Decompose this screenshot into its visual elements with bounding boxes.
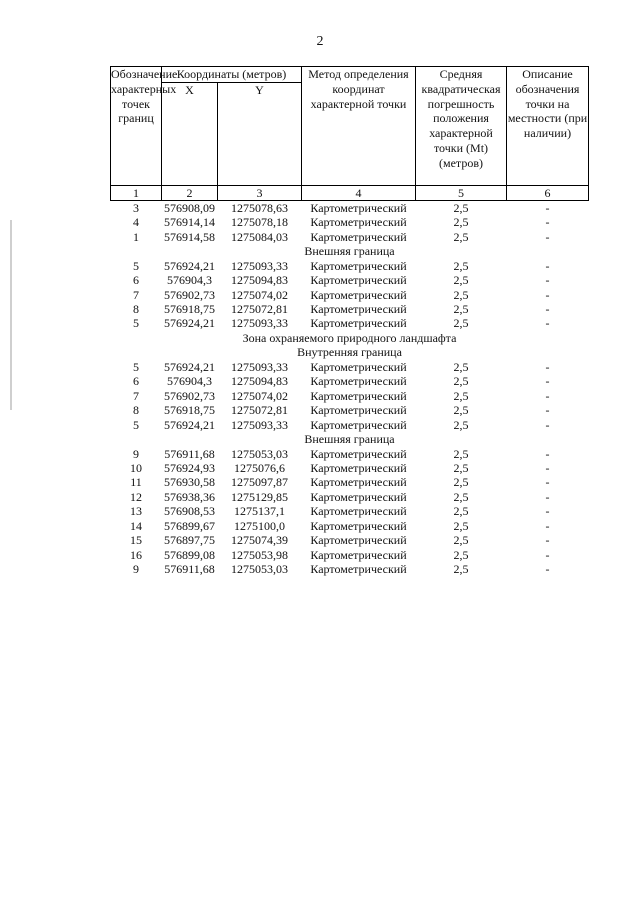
point-cell: 10 xyxy=(130,460,142,475)
description-cell: - xyxy=(545,489,550,504)
y-coordinate-cell: 1275074,39 xyxy=(231,533,288,548)
description-cell: - xyxy=(545,287,550,302)
column-number: 6 xyxy=(507,185,589,200)
description-cell: - xyxy=(545,504,550,519)
x-coordinate-cell: 576918,75 xyxy=(164,403,215,418)
description-cell: - xyxy=(545,301,550,316)
error-cell: 2,5 xyxy=(453,562,469,577)
method-cell: Картометрический xyxy=(310,403,407,418)
column-number: 5 xyxy=(416,185,507,200)
y-coordinate-cell: 1275093,33 xyxy=(231,359,288,374)
page-number: 2 xyxy=(316,34,324,49)
description-cell: - xyxy=(545,273,550,288)
error-cell: 2,5 xyxy=(453,374,469,389)
column-number: 3 xyxy=(218,185,302,200)
description-cell: - xyxy=(545,229,550,244)
x-coordinate-cell: 576911,68 xyxy=(164,562,215,577)
y-coordinate-cell: 1275137,1 xyxy=(234,504,285,519)
table-row xyxy=(111,418,589,432)
error-cell: 2,5 xyxy=(453,273,469,288)
table-row xyxy=(111,230,589,244)
y-coordinate-cell: 1275078,63 xyxy=(231,200,288,215)
method-cell: Картометрический xyxy=(310,547,407,562)
method-cell: Картометрический xyxy=(310,562,407,577)
point-cell: 9 xyxy=(133,446,139,461)
header-description: Описание обозначения точки на местности (при наличии) xyxy=(507,67,589,186)
error-cell: 2,5 xyxy=(453,229,469,244)
method-cell: Картометрический xyxy=(310,258,407,273)
x-coordinate-cell: 576897,75 xyxy=(164,533,215,548)
point-cell: 12 xyxy=(130,489,142,504)
x-coordinate-cell: 576899,08 xyxy=(164,547,215,562)
point-cell: 5 xyxy=(133,258,139,273)
method-cell: Картометрический xyxy=(310,359,407,374)
header-y: Y xyxy=(218,82,302,185)
point-cell: 6 xyxy=(133,273,139,288)
section-label: Внутренняя граница xyxy=(297,345,402,360)
point-cell: 7 xyxy=(133,287,139,302)
table-row xyxy=(111,447,589,461)
header-x: X xyxy=(162,82,218,185)
point-cell: 5 xyxy=(133,417,139,432)
section-label: Зона охраняемого природного ландшафта xyxy=(242,330,457,345)
x-coordinate-cell: 576924,93 xyxy=(164,460,215,475)
error-cell: 2,5 xyxy=(453,215,469,230)
description-cell: - xyxy=(545,374,550,389)
error-cell: 2,5 xyxy=(453,489,469,504)
table-row xyxy=(111,259,589,273)
description-cell: - xyxy=(545,446,550,461)
x-coordinate-cell: 576918,75 xyxy=(164,301,215,316)
y-coordinate-cell: 1275053,98 xyxy=(231,547,288,562)
scan-edge-mark xyxy=(10,220,12,410)
point-cell: 1 xyxy=(133,229,139,244)
table-row xyxy=(111,288,589,302)
method-cell: Картометрический xyxy=(310,475,407,490)
method-cell: Картометрический xyxy=(310,316,407,331)
y-coordinate-cell: 1275053,03 xyxy=(231,562,288,577)
point-cell: 9 xyxy=(133,562,139,577)
point-cell: 3 xyxy=(133,200,139,215)
y-coordinate-cell: 1275074,02 xyxy=(231,388,288,403)
table-row xyxy=(111,374,589,388)
x-coordinate-cell: 576924,21 xyxy=(164,316,215,331)
error-cell: 2,5 xyxy=(453,504,469,519)
description-cell: - xyxy=(545,403,550,418)
x-coordinate-cell: 576904,3 xyxy=(167,374,212,389)
method-cell: Картометрический xyxy=(310,388,407,403)
table-row xyxy=(111,461,589,475)
point-cell: 7 xyxy=(133,388,139,403)
point-cell: 5 xyxy=(133,316,139,331)
y-coordinate-cell: 1275076,6 xyxy=(234,460,285,475)
column-number: 4 xyxy=(302,185,416,200)
column-number: 2 xyxy=(162,185,218,200)
error-cell: 2,5 xyxy=(453,417,469,432)
table-row xyxy=(111,490,589,504)
header-error: Средняя квадратическая погрешность положения характерной точки (Mt) (метров) xyxy=(416,67,507,186)
header-method: Метод определения координат характерной точки xyxy=(302,67,416,186)
error-cell: 2,5 xyxy=(453,533,469,548)
table-row xyxy=(111,548,589,562)
y-coordinate-cell: 1275093,33 xyxy=(231,417,288,432)
description-cell: - xyxy=(545,533,550,548)
x-coordinate-cell: 576908,09 xyxy=(164,200,215,215)
x-coordinate-cell: 576914,14 xyxy=(164,215,215,230)
description-cell: - xyxy=(545,388,550,403)
table-row xyxy=(111,403,589,417)
point-cell: 8 xyxy=(133,301,139,316)
x-coordinate-cell: 576899,67 xyxy=(164,518,215,533)
method-cell: Картометрический xyxy=(310,489,407,504)
table-row xyxy=(111,302,589,316)
x-coordinate-cell: 576938,36 xyxy=(164,489,215,504)
table-row xyxy=(111,504,589,518)
y-coordinate-cell: 1275078,18 xyxy=(231,215,288,230)
x-coordinate-cell: 576902,73 xyxy=(164,287,215,302)
description-cell: - xyxy=(545,460,550,475)
header-point-designation: Обозначение характерных точек границ xyxy=(111,67,162,186)
x-coordinate-cell: 576914,58 xyxy=(164,229,215,244)
header-coordinates: Координаты (метров) xyxy=(162,67,302,83)
point-cell: 4 xyxy=(133,215,139,230)
method-cell: Картометрический xyxy=(310,287,407,302)
point-cell: 13 xyxy=(130,504,142,519)
y-coordinate-cell: 1275094,83 xyxy=(231,273,288,288)
y-coordinate-cell: 1275094,83 xyxy=(231,374,288,389)
section-row xyxy=(111,345,589,359)
x-coordinate-cell: 576902,73 xyxy=(164,388,215,403)
section-row xyxy=(111,331,589,345)
section-row xyxy=(111,244,589,258)
y-coordinate-cell: 1275093,33 xyxy=(231,258,288,273)
description-cell: - xyxy=(545,475,550,490)
error-cell: 2,5 xyxy=(453,518,469,533)
error-cell: 2,5 xyxy=(453,200,469,215)
description-cell: - xyxy=(545,215,550,230)
error-cell: 2,5 xyxy=(453,460,469,475)
y-coordinate-cell: 1275100,0 xyxy=(234,518,285,533)
method-cell: Картометрический xyxy=(310,200,407,215)
error-cell: 2,5 xyxy=(453,547,469,562)
table-row xyxy=(111,519,589,533)
x-coordinate-cell: 576924,21 xyxy=(164,359,215,374)
method-cell: Картометрический xyxy=(310,446,407,461)
section-label: Внешняя граница xyxy=(304,432,395,447)
table-row xyxy=(111,475,589,489)
description-cell: - xyxy=(545,258,550,273)
point-cell: 11 xyxy=(130,475,142,490)
description-cell: - xyxy=(545,200,550,215)
error-cell: 2,5 xyxy=(453,446,469,461)
method-cell: Картометрический xyxy=(310,229,407,244)
description-cell: - xyxy=(545,518,550,533)
y-coordinate-cell: 1275072,81 xyxy=(231,301,288,316)
point-cell: 8 xyxy=(133,403,139,418)
point-cell: 16 xyxy=(130,547,142,562)
x-coordinate-cell: 576904,3 xyxy=(167,273,212,288)
point-cell: 15 xyxy=(130,533,142,548)
error-cell: 2,5 xyxy=(453,287,469,302)
error-cell: 2,5 xyxy=(453,388,469,403)
table-row xyxy=(111,562,589,576)
point-cell: 14 xyxy=(130,518,142,533)
table-row xyxy=(111,200,589,215)
y-coordinate-cell: 1275072,81 xyxy=(231,403,288,418)
coordinates-table xyxy=(110,66,589,577)
y-coordinate-cell: 1275129,85 xyxy=(231,489,288,504)
method-cell: Картометрический xyxy=(310,301,407,316)
table-row xyxy=(111,533,589,547)
description-cell: - xyxy=(545,359,550,374)
x-coordinate-cell: 576924,21 xyxy=(164,417,215,432)
table-row xyxy=(111,273,589,287)
description-cell: - xyxy=(545,562,550,577)
method-cell: Картометрический xyxy=(310,417,407,432)
error-cell: 2,5 xyxy=(453,475,469,490)
error-cell: 2,5 xyxy=(453,316,469,331)
section-row xyxy=(111,432,589,446)
x-coordinate-cell: 576908,53 xyxy=(164,504,215,519)
x-coordinate-cell: 576930,58 xyxy=(164,475,215,490)
description-cell: - xyxy=(545,316,550,331)
table-row xyxy=(111,360,589,374)
section-label: Внешняя граница xyxy=(304,244,395,259)
column-numbers-row xyxy=(111,185,589,200)
method-cell: Картометрический xyxy=(310,273,407,288)
method-cell: Картометрический xyxy=(310,374,407,389)
column-number: 1 xyxy=(111,185,162,200)
point-cell: 6 xyxy=(133,374,139,389)
y-coordinate-cell: 1275093,33 xyxy=(231,316,288,331)
y-coordinate-cell: 1275097,87 xyxy=(231,475,288,490)
method-cell: Картометрический xyxy=(310,215,407,230)
method-cell: Картометрический xyxy=(310,460,407,475)
point-cell: 5 xyxy=(133,359,139,374)
x-coordinate-cell: 576924,21 xyxy=(164,258,215,273)
error-cell: 2,5 xyxy=(453,301,469,316)
method-cell: Картометрический xyxy=(310,518,407,533)
y-coordinate-cell: 1275074,02 xyxy=(231,287,288,302)
x-coordinate-cell: 576911,68 xyxy=(164,446,215,461)
table-row xyxy=(111,389,589,403)
error-cell: 2,5 xyxy=(453,359,469,374)
table-row xyxy=(111,215,589,229)
y-coordinate-cell: 1275053,03 xyxy=(231,446,288,461)
y-coordinate-cell: 1275084,03 xyxy=(231,229,288,244)
error-cell: 2,5 xyxy=(453,403,469,418)
description-cell: - xyxy=(545,417,550,432)
error-cell: 2,5 xyxy=(453,258,469,273)
description-cell: - xyxy=(545,547,550,562)
method-cell: Картометрический xyxy=(310,504,407,519)
method-cell: Картометрический xyxy=(310,533,407,548)
table-row xyxy=(111,316,589,330)
